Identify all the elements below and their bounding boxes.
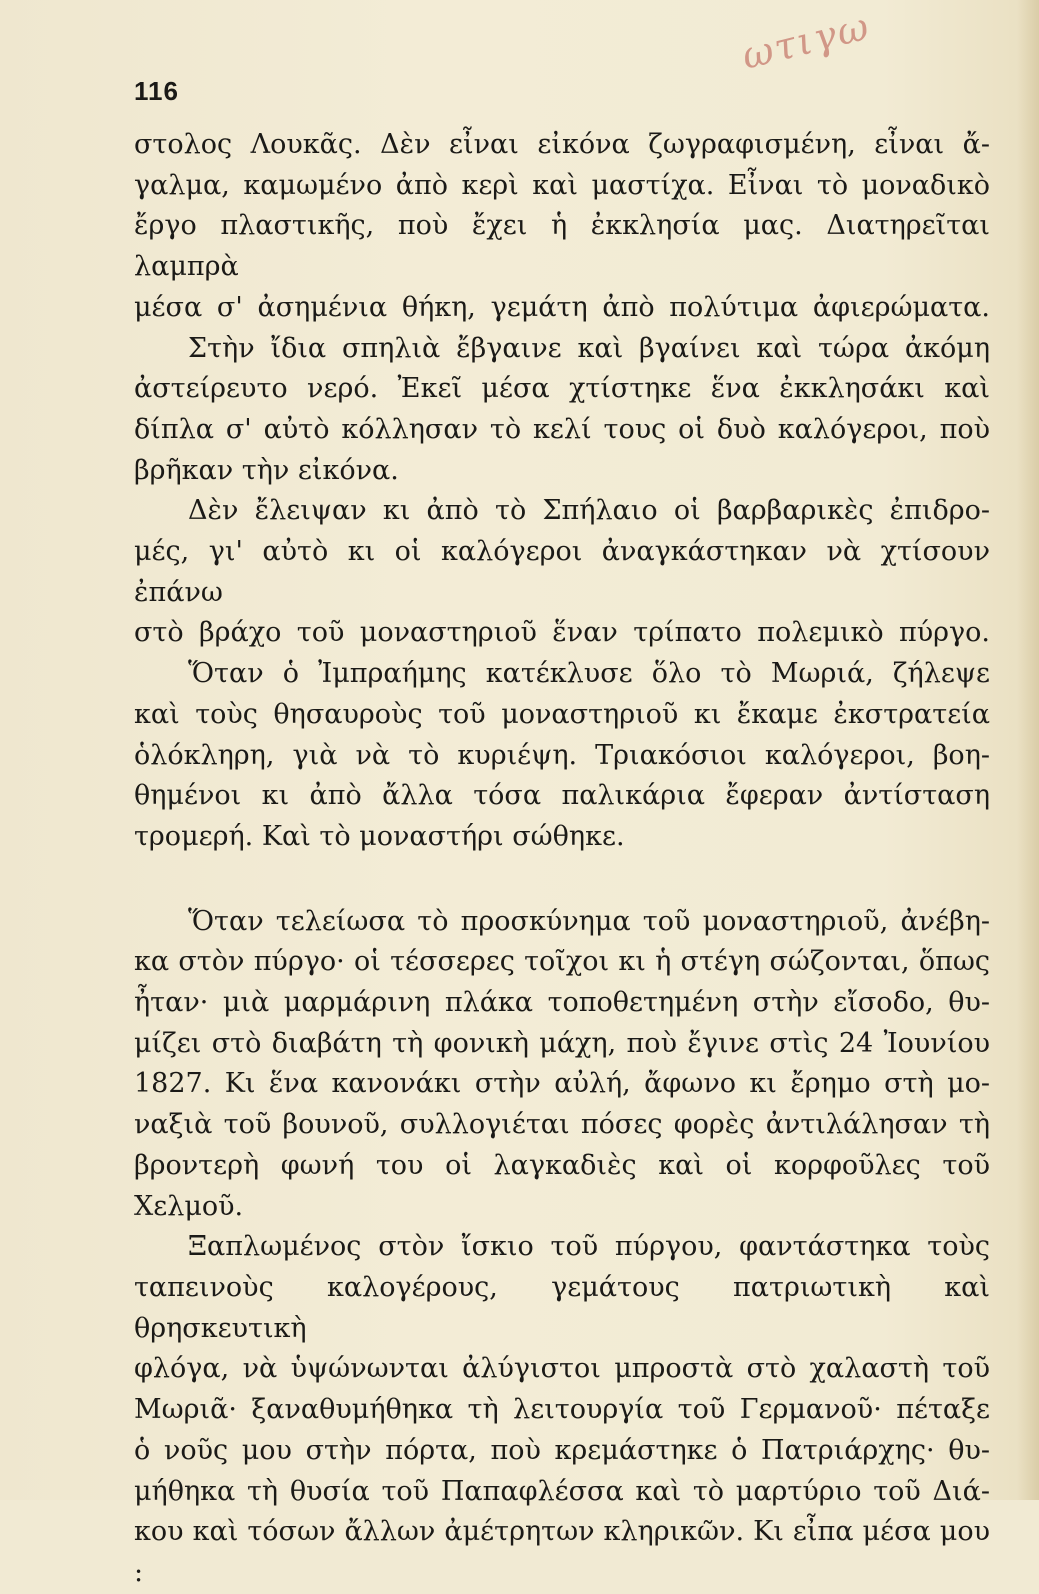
text-line: Ὅταν τελείωσα τὸ προσκύνημα τοῦ μοναστηριοῦ, ἀνέβη- [188, 905, 990, 937]
text-line: ἦταν· μιὰ μαρμάρινη πλάκα τοποθετημένη στὴν εἴσοδο, θυ- [134, 987, 990, 1019]
text-line: ταπεινοὺς καλογέρους, γεμάτους πατριωτικὴ καὶ θρησκευτικὴ [134, 1271, 990, 1344]
text-line: ἔργο πλαστικῆς, ποὺ ἔχει ἡ ἐκκλησία μας. Διατηρεῖται λαμπρὰ [134, 210, 990, 283]
text-line: ὁ νοῦς μου στὴν πόρτα, ποὺ κρεμάστηκε ὁ Πατριάρχης· θυ- [134, 1434, 990, 1466]
text-line: φλόγα, νὰ ὑψώνωνται ἀλύγιστοι μπροστὰ στὸ χαλαστὴ τοῦ [134, 1353, 990, 1385]
text-line: καὶ τοὺς θησαυροὺς τοῦ μοναστηριοῦ κι ἔκαμε ἐκστρατεία [134, 698, 990, 730]
paragraph-5 [134, 902, 990, 1228]
text-line: 1827. Κι ἕνα κανονάκι στὴν αὐλή, ἄφωνο κι ἔρημο στὴ μο- [134, 1068, 990, 1100]
page-edge-shadow [1017, 0, 1039, 1500]
text-line: ὁλόκληρη, γιὰ νὰ τὸ κυριέψη. Τριακόσιοι καλόγεροι, βοη- [134, 739, 990, 771]
text-line: ναξιὰ τοῦ βουνοῦ, συλλογιέται πόσες φορὲς ἀντιλάλησαν τὴ [134, 1109, 990, 1141]
body-text [134, 125, 990, 1594]
text-line: μήθηκα τὴ θυσία τοῦ Παπαφλέσσα καὶ τὸ μαρτύριο τοῦ Διά- [134, 1475, 990, 1507]
text-line: βρῆκαν τὴν εἰκόνα. [134, 454, 399, 486]
text-line: μίζει στὸ διαβάτη τὴ φονικὴ μάχη, ποὺ ἔγινε στὶς 24 Ἰουνίου [134, 1027, 990, 1059]
text-line: στὸ βράχο τοῦ μοναστηριοῦ ἕναν τρίπατο πολεμικὸ πύργο. [134, 617, 990, 649]
text-line: μές, γι' αὐτὸ κι οἱ καλόγεροι ἀναγκάστηκαν νὰ χτίσουν ἐπάνω [134, 536, 990, 608]
page-number: 116 [134, 76, 179, 106]
paragraph-4 [134, 654, 990, 858]
text-line: κα στὸν πύργο· οἱ τέσσερες τοῖχοι κι ἡ στέγη σώζονται, ὅπως [134, 946, 990, 978]
text-line: κου καὶ τόσων ἄλλων ἀμέτρητων κληρικῶν. Κι εἶπα μέσα μου : [134, 1516, 990, 1588]
text-line: μέσα σ' ἀσημένια θήκη, γεμάτη ἀπὸ πολύτιμα ἀφιερώματα. [134, 291, 990, 323]
paragraph-1 [134, 125, 990, 329]
text-line: θημένοι κι ἀπὸ ἄλλα τόσα παλικάρια ἔφεραν ἀντίσταση [134, 780, 990, 812]
text-line: ἀστείρευτο νερό. Ἐκεῖ μέσα χτίστηκε ἕνα ἐκκλησάκι καὶ [134, 373, 990, 405]
text-line: Δὲν ἔλειψαν κι ἀπὸ τὸ Σπήλαιο οἱ βαρβαρικὲς ἐπιδρο- [188, 495, 990, 527]
text-line: στολος Λουκᾶς. Δὲν εἶναι εἰκόνα ζωγραφισμένη, εἶναι ἄ- [134, 129, 990, 160]
text-line: γαλμα, καμωμένο ἀπὸ κερὶ καὶ μαστίχα. Εἶναι τὸ μοναδικὸ [134, 169, 990, 201]
paragraph-3 [134, 491, 990, 654]
text-line: τρομερή. Καὶ τὸ μοναστήρι σώθηκε. [134, 820, 625, 852]
text-line: Ξαπλωμένος στὸν ἴσκιο τοῦ πύργου, φαντάστηκα τοὺς [188, 1231, 990, 1263]
section-break [134, 858, 990, 902]
paragraph-6 [134, 1227, 990, 1593]
paragraph-2 [134, 329, 990, 492]
text-line: Στὴν ἴδια σπηλιὰ ἔβγαινε καὶ βγαίνει καὶ τώρα ἀκόμη [188, 332, 990, 364]
text-line: Ὅταν ὁ Ἰμπραήμης κατέκλυσε ὅλο τὸ Μωριά, ζήλεψε [188, 658, 990, 690]
handwritten-note: ωτιγω [737, 3, 875, 79]
text-line: βροντερὴ φωνή του οἱ λαγκαδιὲς καὶ οἱ κορφοῦλες τοῦ Χελμοῦ. [134, 1149, 990, 1222]
text-line: δίπλα σ' αὐτὸ κόλλησαν τὸ κελί τους οἱ δυὸ καλόγεροι, ποὺ [134, 413, 990, 445]
text-line: Μωριᾶ· ξαναθυμήθηκα τὴ λειτουργία τοῦ Γερμανοῦ· πέταξε [134, 1394, 990, 1426]
